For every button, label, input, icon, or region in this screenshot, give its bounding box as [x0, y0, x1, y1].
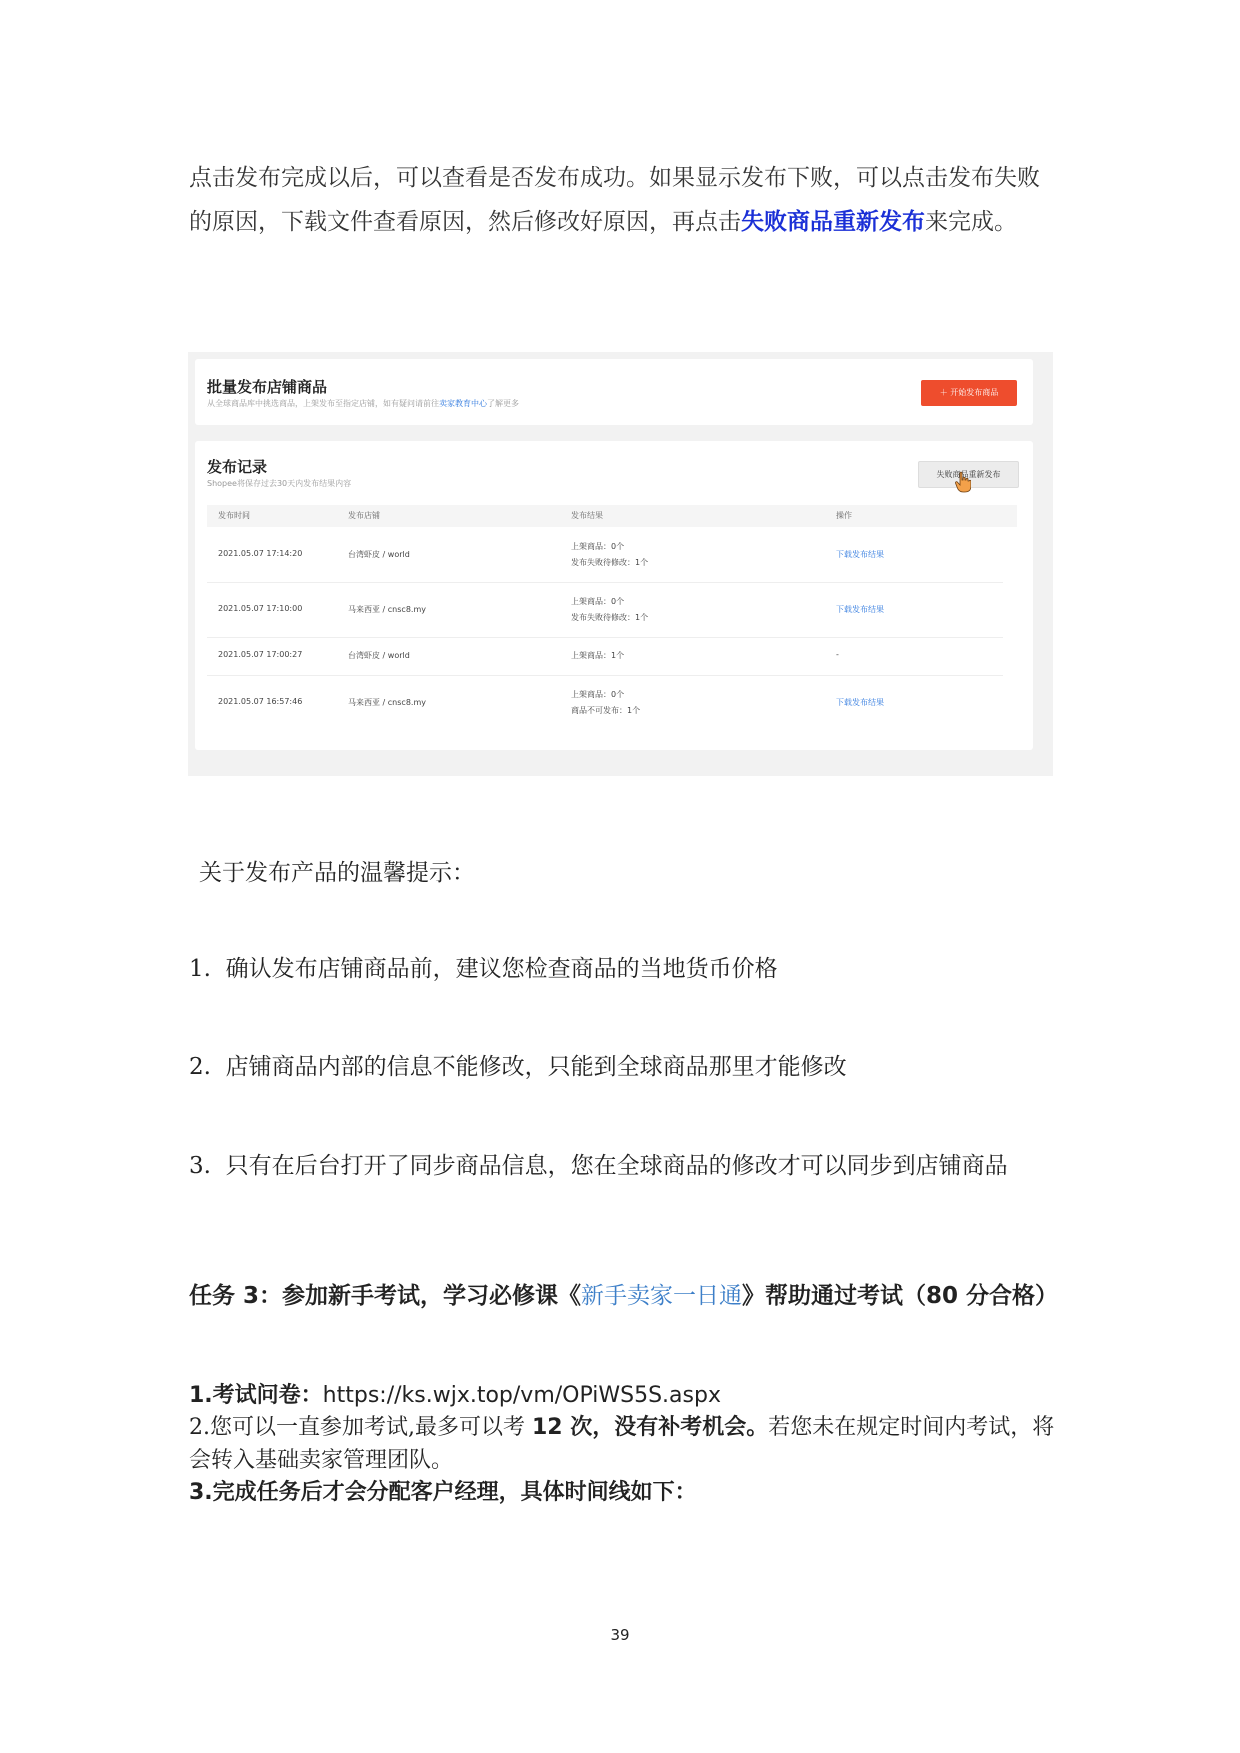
table-cell-result: 上架商品：0个	[571, 690, 625, 699]
task3-heading: 任务 3：参加新手考试，学习必修课《新手卖家一日通》帮助通过考试（80 分合格）	[189, 1283, 1059, 1309]
column-header-time: 发布时间	[218, 511, 250, 520]
exam-url[interactable]: https://ks.wjx.top/vm/OPiWS5S.aspx	[322, 1383, 721, 1408]
download-result-link[interactable]: 下载发布结果	[836, 550, 884, 559]
table-cell-shop: 台湾虾皮 / world	[348, 550, 410, 559]
table-cell-time: 2021.05.07 17:00:27	[218, 650, 303, 659]
republish-failed-button[interactable]: 失败商品重新发布	[918, 461, 1019, 488]
intro-text: 点击发布完成以后，可以查看是否发布成功。如果显示发布下败，可以点击发布失败的原因，下载文件查看原因，然后修改好原因，再点击	[189, 165, 1040, 235]
table-cell-time: 2021.05.07 17:14:20	[218, 549, 303, 558]
table-cell-time: 2021.05.07 17:10:00	[218, 604, 303, 613]
hand-cursor-icon	[955, 471, 971, 493]
exam-line-1: 1.考试问卷：https://ks.wjx.top/vm/OPiWS5S.aspx	[189, 1383, 721, 1408]
table-cell-action: -	[836, 650, 839, 659]
batch-publish-subtitle: 从全球商品库中挑选商品，上架发布至指定店铺，如有疑问请前往卖家教育中心了解更多	[207, 399, 519, 408]
table-cell-result: 上架商品：0个	[571, 597, 625, 606]
table-cell-result-detail: 发布失败待修改：1个	[571, 558, 649, 567]
records-title: 发布记录	[207, 458, 268, 476]
tip-item: 3. 只有在后台打开了同步商品信息，您在全球商品的修改才可以同步到店铺商品	[189, 1153, 1008, 1179]
table-cell-time: 2021.05.07 16:57:46	[218, 697, 303, 706]
row-divider	[207, 637, 1003, 638]
records-subtitle: Shopee将保存过去30天内发布结果内容	[207, 479, 352, 488]
seller-education-link[interactable]: 卖家教育中心	[439, 399, 487, 408]
table-cell-shop: 马来西亚 / cnsc8.my	[348, 605, 426, 614]
table-cell-result-detail: 商品不可发布：1个	[571, 706, 641, 715]
table-cell-result: 上架商品：1个	[571, 651, 625, 660]
column-header-action: 操作	[836, 511, 852, 520]
row-divider	[207, 582, 1003, 583]
table-cell-result: 上架商品：0个	[571, 542, 625, 551]
column-header-result: 发布结果	[571, 511, 603, 520]
table-cell-shop: 台湾虾皮 / world	[348, 651, 410, 660]
tip-item: 2. 店铺商品内部的信息不能修改，只能到全球商品那里才能修改	[189, 1054, 847, 1080]
intro-paragraph	[189, 156, 1059, 244]
download-result-link[interactable]: 下载发布结果	[836, 605, 884, 614]
course-title: 新手卖家一日通	[581, 1283, 743, 1309]
batch-publish-title: 批量发布店铺商品	[207, 378, 328, 396]
tips-heading: 关于发布产品的温馨提示：	[199, 860, 475, 886]
column-header-shop: 发布店铺	[348, 511, 380, 520]
exam-line-3: 3.完成任务后才会分配客户经理，具体时间线如下：	[189, 1480, 697, 1505]
page-number: 39	[610, 1626, 630, 1644]
table-cell-shop: 马来西亚 / cnsc8.my	[348, 698, 426, 707]
start-publish-button[interactable]: ＋ 开始发布商品	[921, 380, 1017, 406]
intro-highlight: 失败商品重新发布	[741, 209, 925, 235]
download-result-link[interactable]: 下载发布结果	[836, 698, 884, 707]
row-divider	[207, 675, 1003, 676]
intro-text-end: 来完成。	[925, 209, 1017, 235]
exam-line-2: 2.您可以一直参加考试,最多可以考 12 次，没有补考机会。若您未在规定时间内考试，将会转入基础卖家管理团队。	[189, 1415, 1055, 1473]
table-cell-result-detail: 发布失败待修改：1个	[571, 613, 649, 622]
records-table-header	[207, 505, 1017, 527]
tip-item: 1. 确认发布店铺商品前，建议您检查商品的当地货币价格	[189, 956, 778, 982]
